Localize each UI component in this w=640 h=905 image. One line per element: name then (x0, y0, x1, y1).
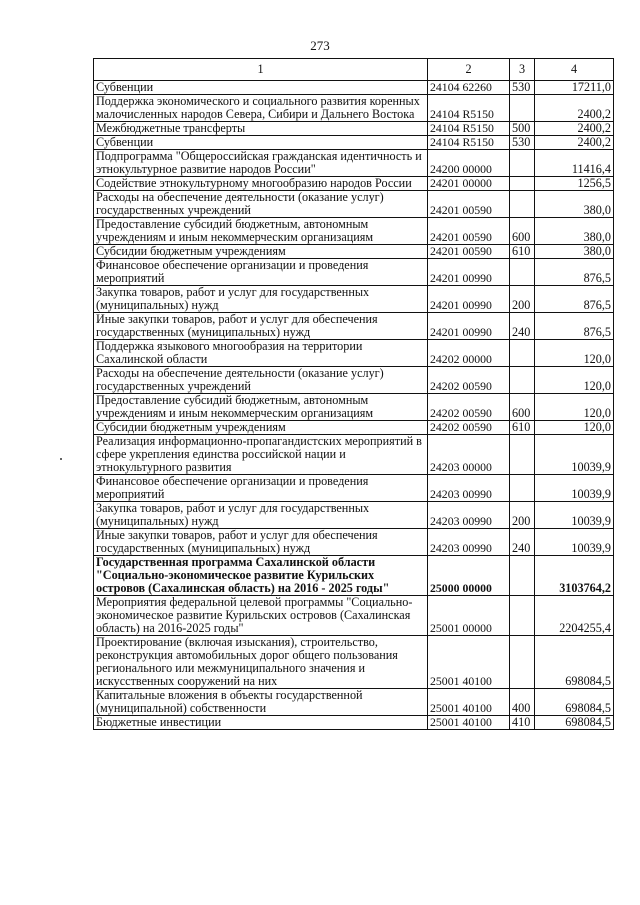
table-row (94, 475, 614, 502)
table-row (94, 177, 614, 191)
table-row (94, 122, 614, 136)
row-name-cell: Субсидии бюджетным учреждениям (94, 245, 428, 259)
table-row (94, 95, 614, 122)
row-name-cell: Субвенции (94, 81, 428, 95)
table-row (94, 556, 614, 596)
row-code-cell: 25001 00000 (428, 596, 510, 636)
column-header-type: 3 (510, 59, 535, 81)
table-header-row (94, 59, 614, 81)
row-type-cell: 600 (510, 218, 535, 245)
row-name-cell: Финансовое обеспечение организации и проведения мероприятий (94, 259, 428, 286)
row-name-cell: Субвенции (94, 136, 428, 150)
row-code-cell: 24104 R5150 (428, 95, 510, 122)
table-row (94, 596, 614, 636)
page-number: 273 (310, 38, 330, 53)
column-header-name: 1 (94, 59, 428, 81)
row-sum-cell: 120,0 (535, 340, 614, 367)
row-type-cell: 410 (510, 716, 535, 730)
row-name-cell: Расходы на обеспечение деятельности (оказание услуг) государственных учреждений (94, 367, 428, 394)
row-code-cell: 24104 R5150 (428, 122, 510, 136)
row-type-cell (510, 435, 535, 475)
row-type-cell (510, 340, 535, 367)
table-row (94, 218, 614, 245)
row-sum-cell: 17211,0 (535, 81, 614, 95)
row-sum-cell: 2204255,4 (535, 596, 614, 636)
row-code-cell: 24201 00990 (428, 313, 510, 340)
row-name-cell: Проектирование (включая изыскания), строительство, реконструкция автомобильных дорог общего пользования регионального или межмуниципального значения и искусственных сооружений на них (94, 636, 428, 689)
row-sum-cell: 120,0 (535, 421, 614, 435)
row-type-cell (510, 150, 535, 177)
row-code-cell: 24203 00990 (428, 502, 510, 529)
row-sum-cell: 3103764,2 (535, 556, 614, 596)
row-code-cell: 24203 00990 (428, 475, 510, 502)
row-name-cell: Мероприятия федеральной целевой программы "Социально-экономическое развитие Курильских островов (Сахалинская область) на 2016-2025 годы" (94, 596, 428, 636)
table-row (94, 421, 614, 435)
row-sum-cell: 876,5 (535, 286, 614, 313)
row-name-cell: Иные закупки товаров, работ и услуг для обеспечения государственных (муниципальных) нужд (94, 529, 428, 556)
row-type-cell: 200 (510, 502, 535, 529)
row-name-cell: Межбюджетные трансферты (94, 122, 428, 136)
row-sum-cell: 876,5 (535, 259, 614, 286)
row-sum-cell: 120,0 (535, 367, 614, 394)
row-sum-cell: 380,0 (535, 245, 614, 259)
row-code-cell: 24104 R5150 (428, 136, 510, 150)
table-row (94, 340, 614, 367)
table-row (94, 435, 614, 475)
row-sum-cell: 2400,2 (535, 95, 614, 122)
row-sum-cell: 11416,4 (535, 150, 614, 177)
row-code-cell: 24201 00990 (428, 286, 510, 313)
row-code-cell: 24203 00000 (428, 435, 510, 475)
table-row (94, 689, 614, 716)
table-row (94, 191, 614, 218)
row-sum-cell: 1256,5 (535, 177, 614, 191)
table-row (94, 81, 614, 95)
row-code-cell: 24202 00590 (428, 421, 510, 435)
row-name-cell: Содействие этнокультурному многообразию народов России (94, 177, 428, 191)
row-type-cell: 500 (510, 122, 535, 136)
row-code-cell: 24201 00000 (428, 177, 510, 191)
row-type-cell: 530 (510, 136, 535, 150)
row-code-cell: 24202 00590 (428, 394, 510, 421)
row-sum-cell: 698084,5 (535, 689, 614, 716)
row-name-cell: Подпрограмма "Общероссийская гражданская идентичность и этнокультурное развитие народов России" (94, 150, 428, 177)
row-type-cell (510, 556, 535, 596)
row-code-cell: 25001 40100 (428, 716, 510, 730)
row-type-cell (510, 367, 535, 394)
row-type-cell (510, 636, 535, 689)
row-code-cell: 24202 00590 (428, 367, 510, 394)
row-name-cell: Субсидии бюджетным учреждениям (94, 421, 428, 435)
table-row (94, 502, 614, 529)
row-type-cell: 400 (510, 689, 535, 716)
table-row (94, 259, 614, 286)
row-code-cell: 25001 40100 (428, 689, 510, 716)
row-code-cell: 24200 00000 (428, 150, 510, 177)
row-sum-cell: 120,0 (535, 394, 614, 421)
column-header-code: 2 (428, 59, 510, 81)
row-type-cell: 240 (510, 313, 535, 340)
table-row (94, 313, 614, 340)
row-sum-cell: 10039,9 (535, 435, 614, 475)
row-type-cell (510, 475, 535, 502)
row-name-cell: Закупка товаров, работ и услуг для государственных (муниципальных) нужд (94, 502, 428, 529)
row-type-cell: 240 (510, 529, 535, 556)
table-row (94, 245, 614, 259)
row-sum-cell: 10039,9 (535, 529, 614, 556)
scan-artifact-dot (60, 458, 62, 460)
row-sum-cell: 2400,2 (535, 122, 614, 136)
row-type-cell (510, 596, 535, 636)
table-row (94, 367, 614, 394)
row-type-cell: 610 (510, 245, 535, 259)
row-type-cell: 600 (510, 394, 535, 421)
table-row (94, 286, 614, 313)
row-sum-cell: 380,0 (535, 218, 614, 245)
row-type-cell (510, 95, 535, 122)
row-code-cell: 24104 62260 (428, 81, 510, 95)
row-code-cell: 25001 40100 (428, 636, 510, 689)
table-row (94, 529, 614, 556)
row-type-cell: 200 (510, 286, 535, 313)
row-type-cell: 530 (510, 81, 535, 95)
row-type-cell (510, 191, 535, 218)
row-name-cell: Расходы на обеспечение деятельности (оказание услуг) государственных учреждений (94, 191, 428, 218)
row-code-cell: 24201 00590 (428, 218, 510, 245)
row-name-cell: Капитальные вложения в объекты государственной (муниципальной) собственности (94, 689, 428, 716)
row-name-cell: Финансовое обеспечение организации и проведения мероприятий (94, 475, 428, 502)
row-name-cell: Бюджетные инвестиции (94, 716, 428, 730)
row-name-cell: Предоставление субсидий бюджетным, автономным учреждениям и иным некоммерческим организациям (94, 394, 428, 421)
row-name-cell: Предоставление субсидий бюджетным, автономным учреждениям и иным некоммерческим организациям (94, 218, 428, 245)
column-header-sum: 4 (535, 59, 614, 81)
row-sum-cell: 2400,2 (535, 136, 614, 150)
table-body (94, 81, 614, 730)
row-name-cell: Поддержка экономического и социального развития коренных малочисленных народов Севера, Сибири и Дальнего Востока (94, 95, 428, 122)
row-code-cell: 24201 00590 (428, 191, 510, 218)
table-row (94, 394, 614, 421)
row-sum-cell: 698084,5 (535, 716, 614, 730)
row-type-cell (510, 177, 535, 191)
table-row (94, 716, 614, 730)
row-code-cell: 24202 00000 (428, 340, 510, 367)
row-name-cell: Государственная программа Сахалинской области "Социально-экономическое развитие Курильских островов (Сахалинская область) на 2016 - 2025 годы" (94, 556, 428, 596)
row-sum-cell: 380,0 (535, 191, 614, 218)
budget-table (93, 58, 614, 730)
row-sum-cell: 10039,9 (535, 475, 614, 502)
row-sum-cell: 698084,5 (535, 636, 614, 689)
row-sum-cell: 10039,9 (535, 502, 614, 529)
row-type-cell: 610 (510, 421, 535, 435)
table-row (94, 150, 614, 177)
row-code-cell: 24201 00590 (428, 245, 510, 259)
row-name-cell: Закупка товаров, работ и услуг для государственных (муниципальных) нужд (94, 286, 428, 313)
row-type-cell (510, 259, 535, 286)
table-row (94, 636, 614, 689)
table-row (94, 136, 614, 150)
row-code-cell: 24203 00990 (428, 529, 510, 556)
row-code-cell: 24201 00990 (428, 259, 510, 286)
row-name-cell: Поддержка языкового многообразия на территории Сахалинской области (94, 340, 428, 367)
row-sum-cell: 876,5 (535, 313, 614, 340)
row-code-cell: 25000 00000 (428, 556, 510, 596)
row-name-cell: Реализация информационно-пропагандистских мероприятий в сфере укрепления единства российской нации и этнокультурного развития (94, 435, 428, 475)
row-name-cell: Иные закупки товаров, работ и услуг для обеспечения государственных (муниципальных) нужд (94, 313, 428, 340)
